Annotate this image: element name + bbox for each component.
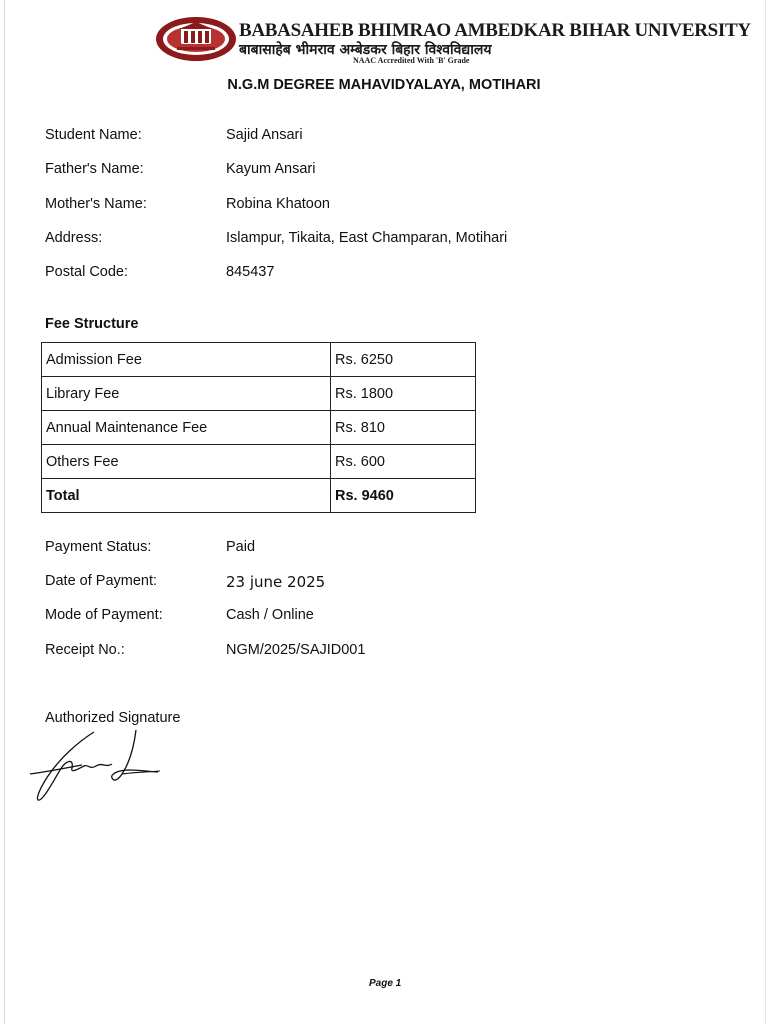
table-row [42, 377, 476, 411]
fee-structure-title: Fee Structure [45, 316, 139, 332]
field-label: Mode of Payment: [45, 607, 163, 623]
table-row [42, 411, 476, 445]
field-label: Mother's Name: [45, 196, 147, 212]
field-value: 23 june 2025 [226, 573, 326, 591]
fee-amount: Rs. 9460 [331, 479, 476, 513]
fee-amount: Rs. 6250 [331, 343, 476, 377]
field-label: Date of Payment: [45, 573, 158, 589]
fee-item: Total [42, 479, 331, 513]
university-header [155, 14, 751, 66]
field-value: Paid [226, 539, 256, 555]
fee-item: Admission Fee [42, 343, 331, 377]
signature-label: Authorized Signature [45, 710, 181, 726]
fee-amount: Rs. 810 [331, 411, 476, 445]
field-label: Student Name: [45, 127, 142, 143]
field-value: Kayum Ansari [226, 161, 316, 177]
signature-icon [26, 728, 166, 804]
page-number: Page 1 [369, 978, 402, 989]
fee-table [41, 342, 476, 513]
field-label: Postal Code: [45, 264, 129, 280]
field-label: Payment Status: [45, 539, 152, 555]
field-value: Robina Khatoon [226, 196, 330, 212]
university-name: BABASAHEB BHIMRAO AMBEDKAR BIHAR UNIVERSITY [239, 20, 751, 41]
university-logo-icon [155, 16, 237, 62]
field-label: Receipt No.: [45, 642, 125, 658]
page-right-edge [765, 0, 766, 1024]
fee-item: Library Fee [42, 377, 331, 411]
table-row [42, 445, 476, 479]
fee-amount: Rs. 1800 [331, 377, 476, 411]
field-label: Father's Name: [45, 161, 144, 177]
fee-item: Annual Maintenance Fee [42, 411, 331, 445]
field-label: Address: [45, 230, 103, 246]
fee-amount: Rs. 600 [331, 445, 476, 479]
page-left-edge [4, 0, 5, 1024]
field-value: NGM/2025/SAJID001 [226, 642, 366, 658]
table-row [42, 343, 476, 377]
field-value: Islampur, Tikaita, East Champaran, Motihari [226, 230, 508, 246]
accreditation-text: NAAC Accredited With 'B' Grade [353, 56, 470, 65]
college-title: N.G.M DEGREE MAHAVIDYALAYA, MOTIHARI [227, 77, 541, 93]
fee-item: Others Fee [42, 445, 331, 479]
university-name-hindi: बाबासाहेब भीमराव अम्बेडकर बिहार विश्वविद्यालय [239, 42, 492, 58]
field-value: Sajid Ansari [226, 127, 303, 143]
field-value: Cash / Online [226, 607, 314, 623]
total-row [42, 479, 476, 513]
field-value: 845437 [226, 264, 275, 280]
